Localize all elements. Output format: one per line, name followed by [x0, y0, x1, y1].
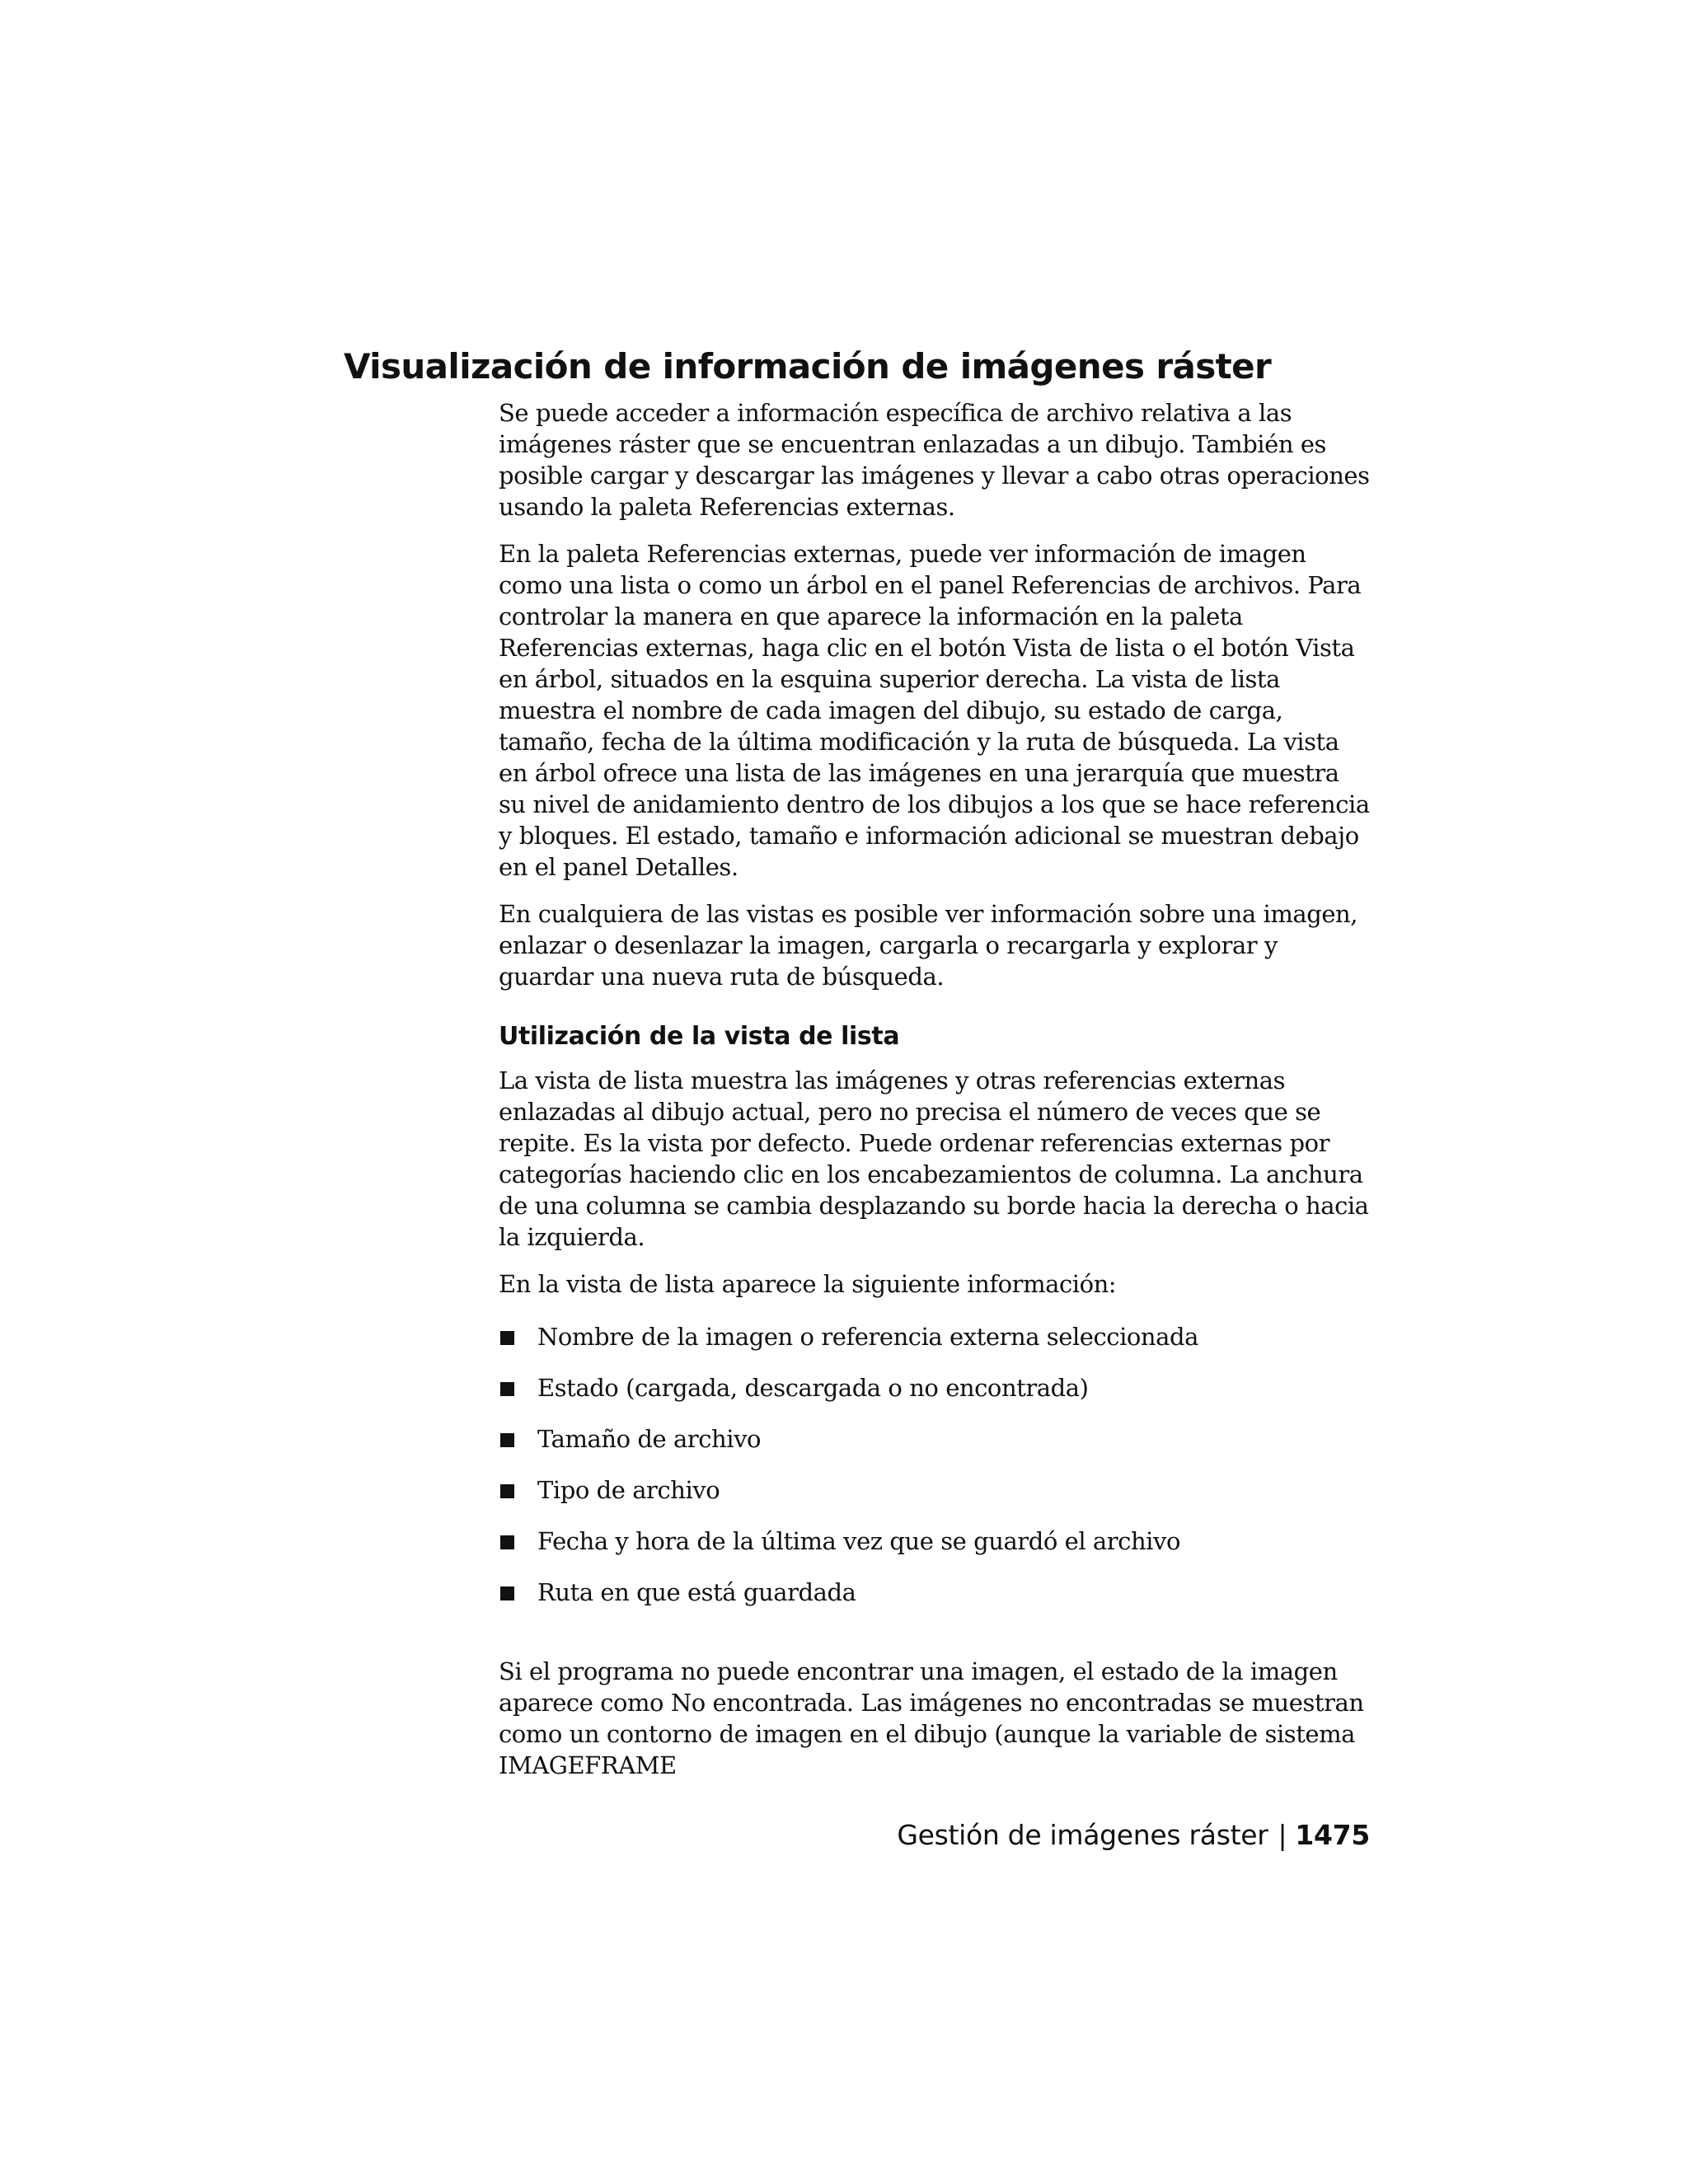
info-bullet-list [499, 1321, 1372, 1628]
subsection-heading: Utilización de la vista de lista [499, 1022, 900, 1051]
list-item [499, 1321, 1372, 1372]
page-content [499, 397, 1372, 1797]
list-item [499, 1474, 1372, 1526]
list-item-text: Tamaño de archivo [537, 1425, 762, 1453]
list-view-paragraph: La vista de lista muestra las imágenes y otras referencias externas enlazadas al dibujo actual, pero no precisa el número de veces que se repite. Es la vista por defecto. Puede ordenar referencias externas por categorías haciendo clic en los encabezamientos de columna. La anchura de una columna se cambia desplazando su borde hacia la derecha o hacia la izquierda. [499, 1066, 1369, 1251]
section-title: Visualización de información de imágenes ráster [344, 346, 1272, 387]
square-bullet-icon [500, 1484, 514, 1498]
list-item-text: Fecha y hora de la última vez que se guardó el archivo [537, 1527, 1180, 1555]
square-bullet-icon [500, 1382, 514, 1396]
operations-paragraph: En cualquiera de las vistas es posible ver información sobre una imagen, enlazar o desenlazar la imagen, cargarla o recargarla y explorar y guardar una nueva ruta de búsqueda. [499, 900, 1358, 991]
list-item-text: Ruta en que está guardada [537, 1578, 856, 1606]
list-item-text: Estado (cargada, descargada o no encontrada) [537, 1374, 1089, 1402]
list-item-text: Nombre de la imagen o referencia externa seleccionada [537, 1323, 1198, 1351]
footer-separator: | [1278, 1819, 1287, 1851]
not-found-paragraph: Si el programa no puede encontrar una imagen, el estado de la imagen aparece como No encontrada. Las imágenes no encontradas se muestran como un contorno de imagen en el dibujo (aunque la variable de sistema IMAGEFRAME [499, 1657, 1364, 1779]
list-item [499, 1577, 1372, 1628]
square-bullet-icon [500, 1535, 514, 1549]
footer-chapter-title: Gestión de imágenes ráster [897, 1819, 1268, 1851]
square-bullet-icon [500, 1433, 514, 1447]
list-item [499, 1526, 1372, 1577]
page-footer [865, 1817, 1370, 1854]
page-number: 1475 [1295, 1819, 1370, 1851]
square-bullet-icon [500, 1586, 514, 1601]
palette-description-paragraph: En la paleta Referencias externas, puede ver información de imagen como una lista o como un árbol en el panel Referencias de archivos. Para controlar la manera en que aparece la información en la paleta Referencias externas, haga clic en el botón Vista de lista o el botón Vista en árbol, situados en la esquina superior derecha. La vista de lista muestra el nombre de cada imagen del dibujo, su estado de carga, tamaño, fecha de la última modificación y la ruta de búsqueda. La vista en árbol ofrece una lista de las imágenes en una jerarquía que muestra su nivel de anidamiento dentro de los dibujos a los que se hace referencia y bloques. El estado, tamaño e información adicional se muestran debajo en el panel Detalles. [499, 540, 1370, 881]
list-item [499, 1423, 1372, 1474]
list-item-text: Tipo de archivo [537, 1476, 720, 1504]
list-item [499, 1372, 1372, 1423]
square-bullet-icon [500, 1331, 514, 1345]
list-intro-paragraph: En la vista de lista aparece la siguiente información: [499, 1270, 1117, 1298]
intro-paragraph: Se puede acceder a información específica de archivo relativa a las imágenes ráster que se encuentran enlazadas a un dibujo. También es posible cargar y descargar las imágenes y llevar a cabo otras operaciones usando la paleta Referencias externas. [499, 399, 1370, 521]
